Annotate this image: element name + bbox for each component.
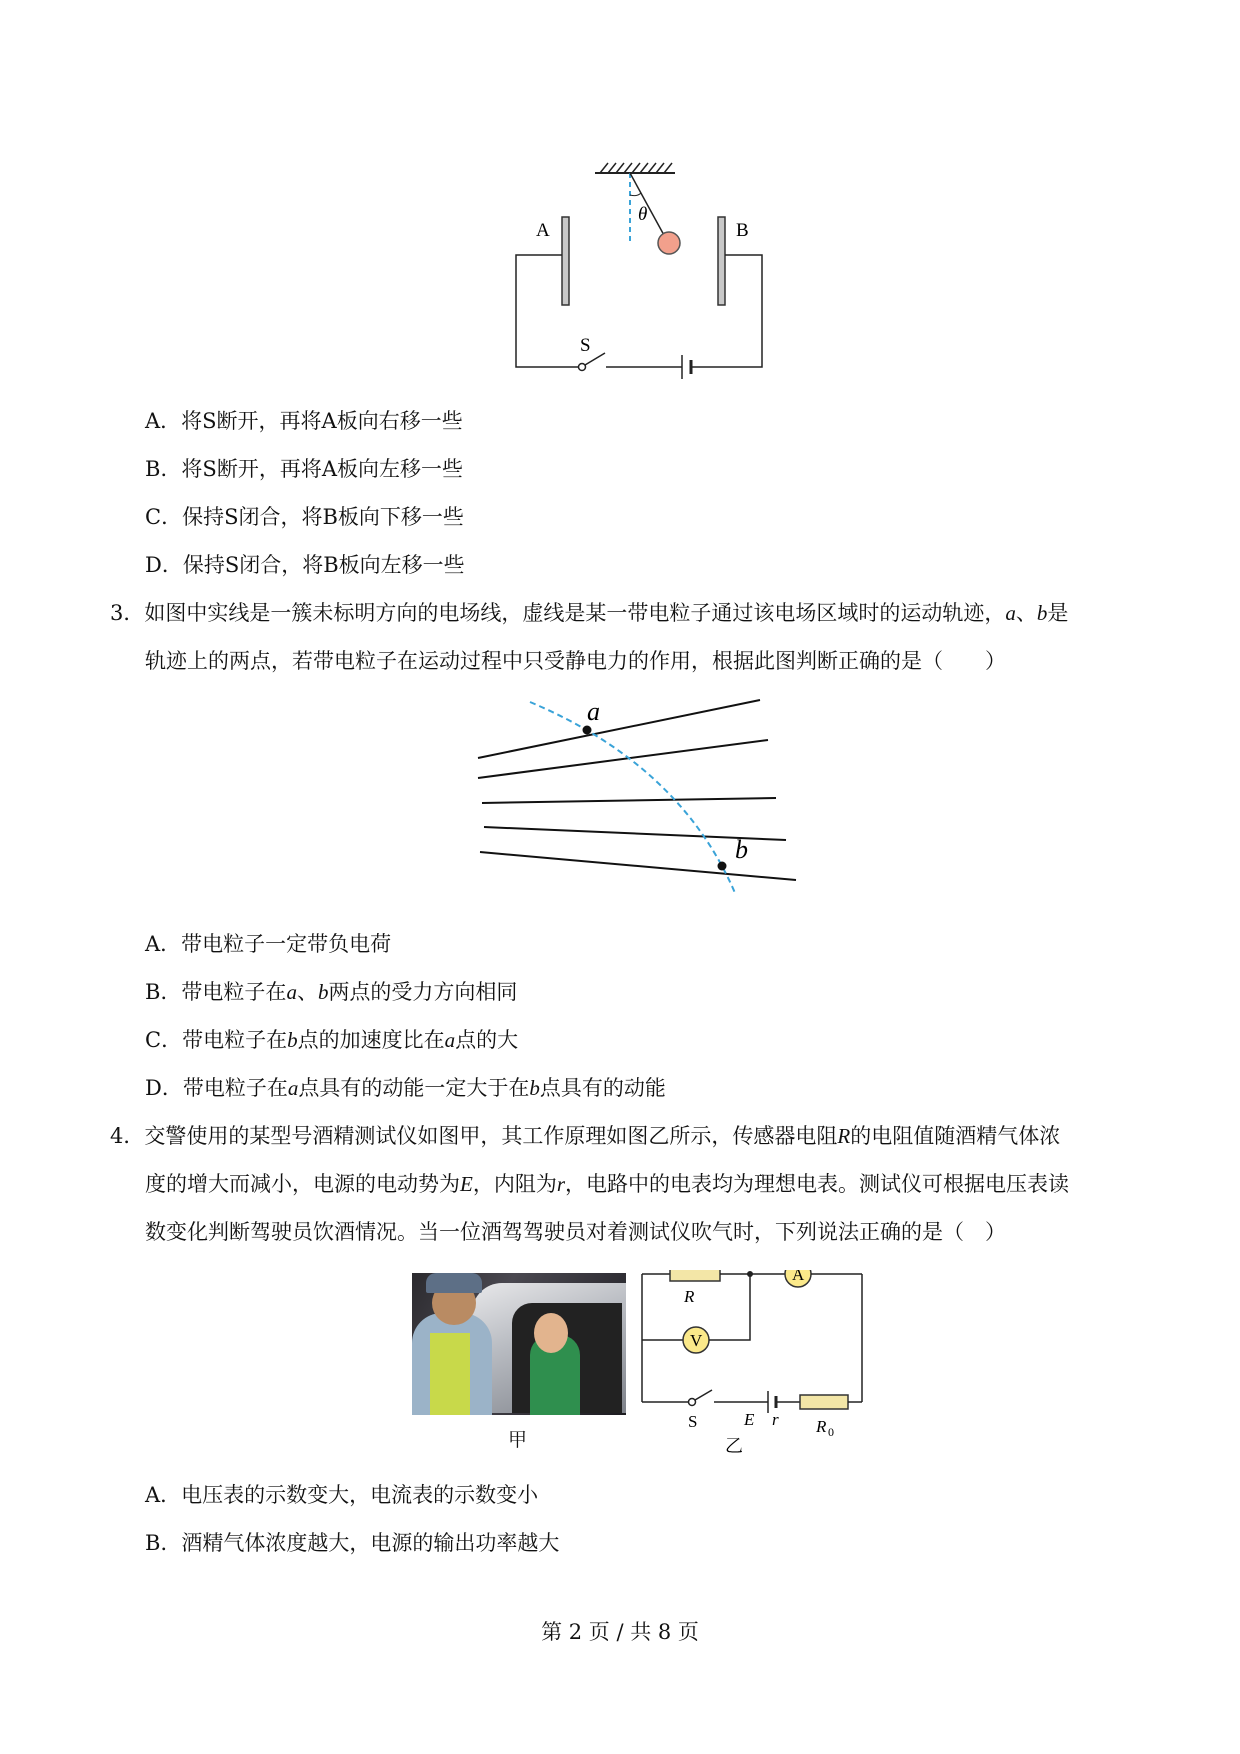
question-4-line-2: 度的增大而减小，电源的电动势为E，内阻为r，电路中的电表均为理想电表。测试仪可根据电压表读 <box>145 1172 1070 1196</box>
plate-a-label: A <box>536 220 550 241</box>
field-lines-figure <box>470 690 810 905</box>
q3-option-c: C．带电粒子在b点的加速度比在a点的大 <box>145 1028 519 1052</box>
q2-option-d: D．保持S闭合，将B板向左移一些 <box>145 553 465 577</box>
point-b-label: b <box>735 835 748 864</box>
caption-yi: 乙 <box>725 1436 743 1457</box>
resistor-r0-label: R <box>816 1417 827 1436</box>
caption-jia: 甲 <box>508 1429 528 1451</box>
q2-option-a: A．将S断开，再将A板向右移一些 <box>145 409 463 433</box>
resistor-r0-subscript: 0 <box>828 1425 834 1439</box>
point-a-label: a <box>587 697 600 726</box>
q3-option-d: D．带电粒子在a点具有的动能一定大于在b点具有的动能 <box>145 1076 666 1100</box>
q2-option-c: C．保持S闭合，将B板向下移一些 <box>145 505 464 529</box>
ammeter-label: A <box>792 1270 805 1284</box>
switch-s-label: S <box>580 335 591 356</box>
breathalyzer-photo <box>412 1273 626 1415</box>
q2-option-b: B．将S断开，再将A板向左移一些 <box>145 457 463 481</box>
resistor-r-label: R <box>684 1287 695 1306</box>
q3-option-a: A．带电粒子一定带负电荷 <box>145 932 392 956</box>
question-3-line-1: 3．如图中实线是一簇未标明方向的电场线，虚线是某一带电粒子通过该电场区域时的运动轨迹，a、b是 <box>110 601 1069 625</box>
page-footer: 第 2 页 / 共 8 页 <box>541 1620 699 1644</box>
emf-label: E <box>744 1410 755 1429</box>
theta-label: θ <box>638 204 648 225</box>
q4-option-a: A．电压表的示数变大，电流表的示数变小 <box>145 1483 539 1507</box>
breathalyzer-circuit <box>640 1270 870 1460</box>
q3-option-b: B．带电粒子在a、b两点的受力方向相同 <box>145 980 518 1004</box>
q4-option-b: B．酒精气体浓度越大，电源的输出功率越大 <box>145 1531 560 1555</box>
plate-b-label: B <box>736 220 749 241</box>
question-4-line-3: 数变化判断驾驶员饮酒情况。当一位酒驾驾驶员对着测试仪吹气时，下列说法正确的是（ ） <box>145 1220 1006 1244</box>
capacitor-pendulum-figure <box>500 155 780 385</box>
switch-label: S <box>688 1412 698 1431</box>
question-3-line-2: 轨迹上的两点，若带电粒子在运动过程中只受静电力的作用，根据此图判断正确的是（ ） <box>145 649 1006 673</box>
voltmeter-label: V <box>690 1331 703 1350</box>
internal-resistance-label: r <box>772 1410 779 1429</box>
question-4-line-1: 4．交警使用的某型号酒精测试仪如图甲，其工作原理如图乙所示，传感器电阻R的电阻值随酒精气体浓 <box>110 1124 1061 1148</box>
